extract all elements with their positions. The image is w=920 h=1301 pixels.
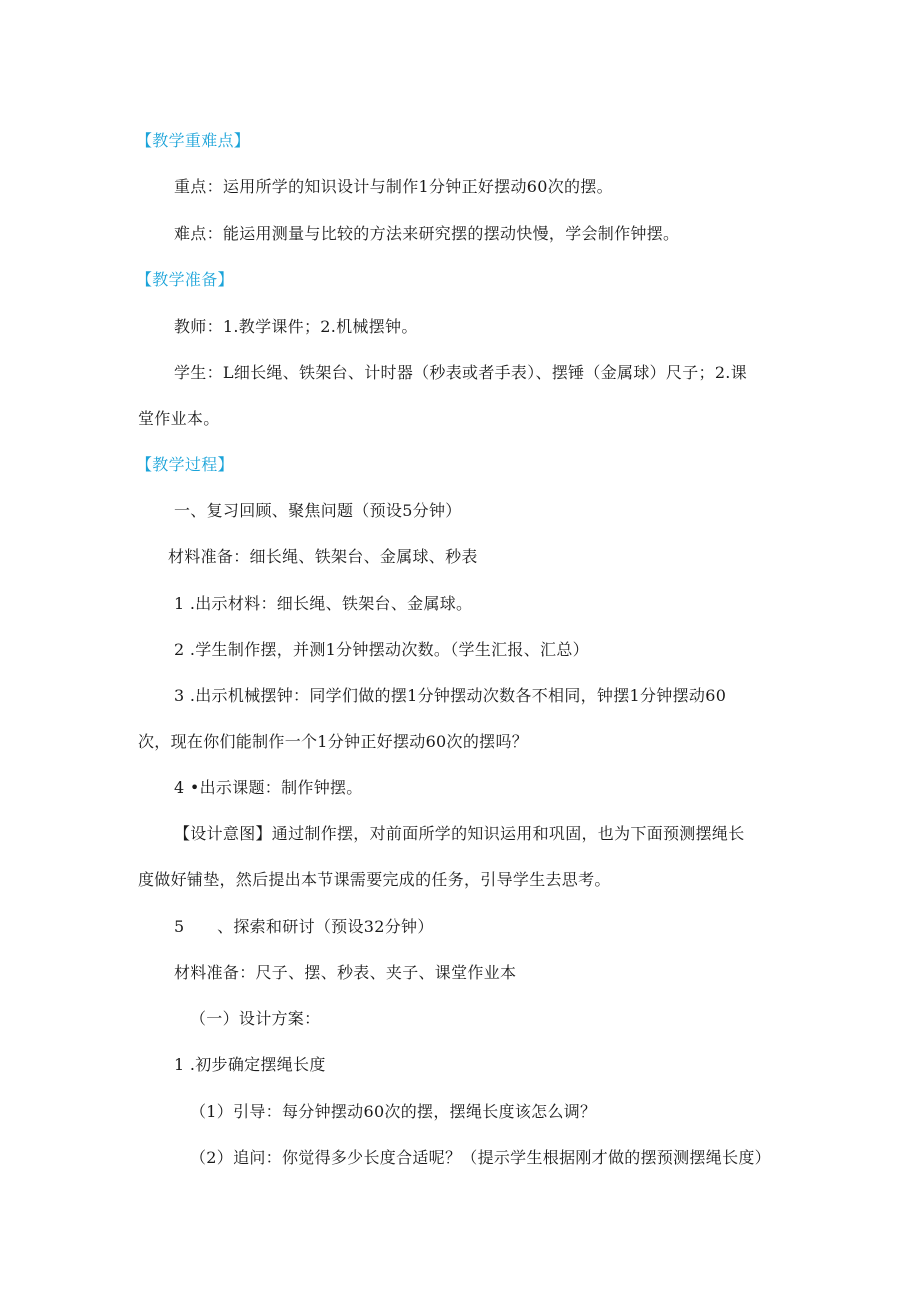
step-2: 2 .学生制作摆，并测1分钟摆动次数。（学生汇报、汇总） — [174, 640, 589, 659]
sub1-question1: （1）引导：每分钟摆动60次的摆，摆绳长度该怎么调？ — [190, 1102, 597, 1121]
step-1: 1 .出示材料：细长绳、铁架台、金属球。 — [174, 594, 473, 613]
section2-title: 5 、探索和研讨（预设32分钟） — [174, 917, 434, 936]
heading-key-points: 【教学重难点】 — [136, 131, 251, 150]
sub1-title: （一）设计方案： — [190, 1009, 321, 1028]
step-4: 4 •出示课题：制作钟摆。 — [174, 778, 363, 797]
section2-materials: 材料准备：尺子、摆、秒表、夹子、课堂作业本 — [174, 963, 517, 982]
sub1-item1: 1 .初步确定摆绳长度 — [174, 1055, 326, 1074]
key-point-difficulty: 难点：能运用测量与比较的方法来研究摆的摆动快慢，学会制作钟摆。 — [174, 224, 680, 243]
preparation-student-line2: 堂作业本。 — [138, 409, 220, 428]
heading-preparation: 【教学准备】 — [136, 270, 234, 289]
preparation-student-line1: 学生：L细长绳、铁架台、计时器（秒表或者手表）、摆锤（金属球）尺子；2.课 — [174, 363, 747, 382]
section1-title: 一、复习回顾、聚焦问题（预设5分钟） — [174, 501, 462, 520]
design-intent-line2: 度做好铺垫，然后提出本节课需要完成的任务，引导学生去思考。 — [138, 870, 611, 889]
section1-materials: 材料准备：细长绳、铁架台、金属球、秒表 — [168, 547, 478, 566]
step-3-line2: 次，现在你们能制作一个1分钟正好摆动60次的摆吗？ — [138, 732, 529, 751]
design-intent-line1: 【设计意图】通过制作摆，对前面所学的知识运用和巩固，也为下面预测摆绳长 — [174, 824, 745, 843]
step-3-line1: 3 .出示机械摆钟：同学们做的摆1分钟摆动次数各不相同，钟摆1分钟摆动60 — [174, 686, 727, 705]
heading-process: 【教学过程】 — [136, 455, 234, 474]
key-point-focus: 重点：运用所学的知识设计与制作1分钟正好摆动60次的摆。 — [174, 177, 613, 196]
preparation-teacher: 教师：1.教学课件；2.机械摆钟。 — [174, 317, 418, 336]
sub1-question2: （2）追问：你觉得多少长度合适呢？（提示学生根据刚才做的摆预测摆绳长度） — [190, 1148, 771, 1167]
